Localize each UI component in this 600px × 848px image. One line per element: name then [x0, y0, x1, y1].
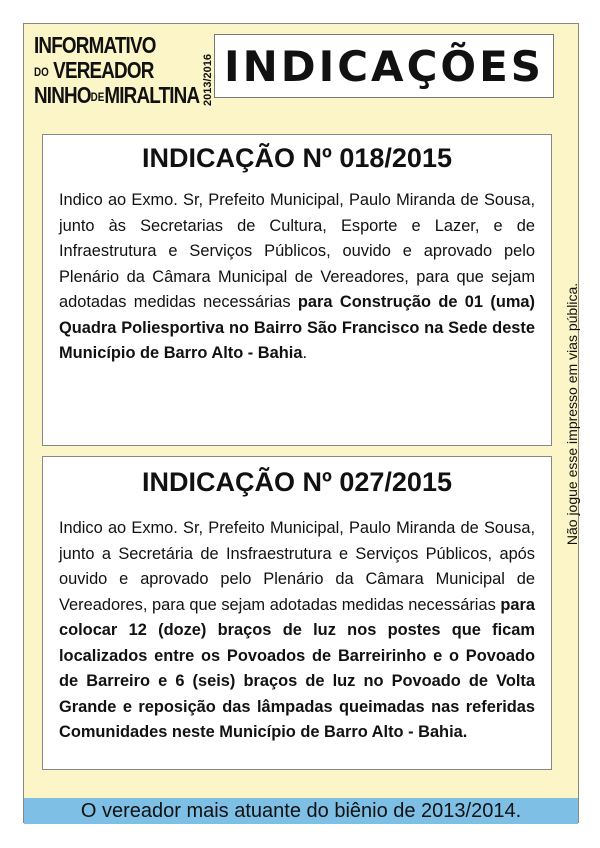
indication-text [59, 516, 535, 746]
indication-text [59, 188, 535, 367]
informativo-logo [34, 32, 224, 118]
logo-line-3-small: DE [90, 89, 105, 104]
header-box [214, 34, 554, 98]
indication-card [42, 456, 552, 770]
logo-line-2-main: VEREADOR [53, 57, 154, 83]
indication-text-regular: Indico ao Exmo. Sr, Prefeito Municipal, Paulo Miranda de Sousa, junto a Secretária de Insfraestrutura e Serviços Públicos, após ouvido e aprovado pelo Plenário da Câmara Municipal de Vereadores, para que sejam adotadas medidas necessárias [59, 519, 535, 614]
side-note: Não jogue esse impresso em vias pública. [564, 282, 580, 546]
indication-text-regular: Indico ao Exmo. Sr, Prefeito Municipal, Paulo Miranda de Sousa, junto às Secretarias de Cultura, Esporte e Lazer, e de Infraestrutura e Serviços Públicos, ouvido e aprovado pelo Plenário da Câmara Municipal de Vereadores, para que sejam adotadas medidas necessárias [59, 191, 535, 311]
footer-banner [24, 798, 578, 824]
indication-title: INDICAÇÃO Nº 018/2015 [142, 143, 452, 173]
logo-line-3 [34, 82, 199, 109]
page-title: INDICAÇÕES [223, 41, 545, 91]
logo-line-1: INFORMATIVO [34, 32, 156, 58]
indication-card [42, 134, 552, 446]
logo-line-3-main: NINHO [34, 82, 91, 108]
footer-text: O vereador mais atuante do biênio de 2013/2014. [80, 799, 522, 822]
logo-line-2-small: DO [34, 64, 49, 79]
indication-text-bold: para colocar 12 (doze) braços de luz nos postes que ficam localizados entre os Povoados de Barreirinho e o Povoado de Barreiro e 6 (seis) braços de luz no Povoado de Volta Grande e reposição das lâmpadas queimadas nas referidas Comunidades neste Município de Barro Alto - Bahia. [59, 595, 535, 741]
logo-line-3-b: MIRALTINA [104, 82, 200, 108]
flyer-page [23, 23, 579, 823]
indication-text-end: . [302, 344, 308, 362]
indication-text-bold: para Construção de 01 (uma) Quadra Poliesportiva no Bairro São Francisco na Sede deste Município de Barro Alto - Bahia [59, 293, 535, 362]
logo-line-2 [34, 57, 154, 84]
logo-year: 2013/2016 [202, 54, 214, 106]
indication-title: INDICAÇÃO Nº 027/2015 [142, 467, 452, 497]
